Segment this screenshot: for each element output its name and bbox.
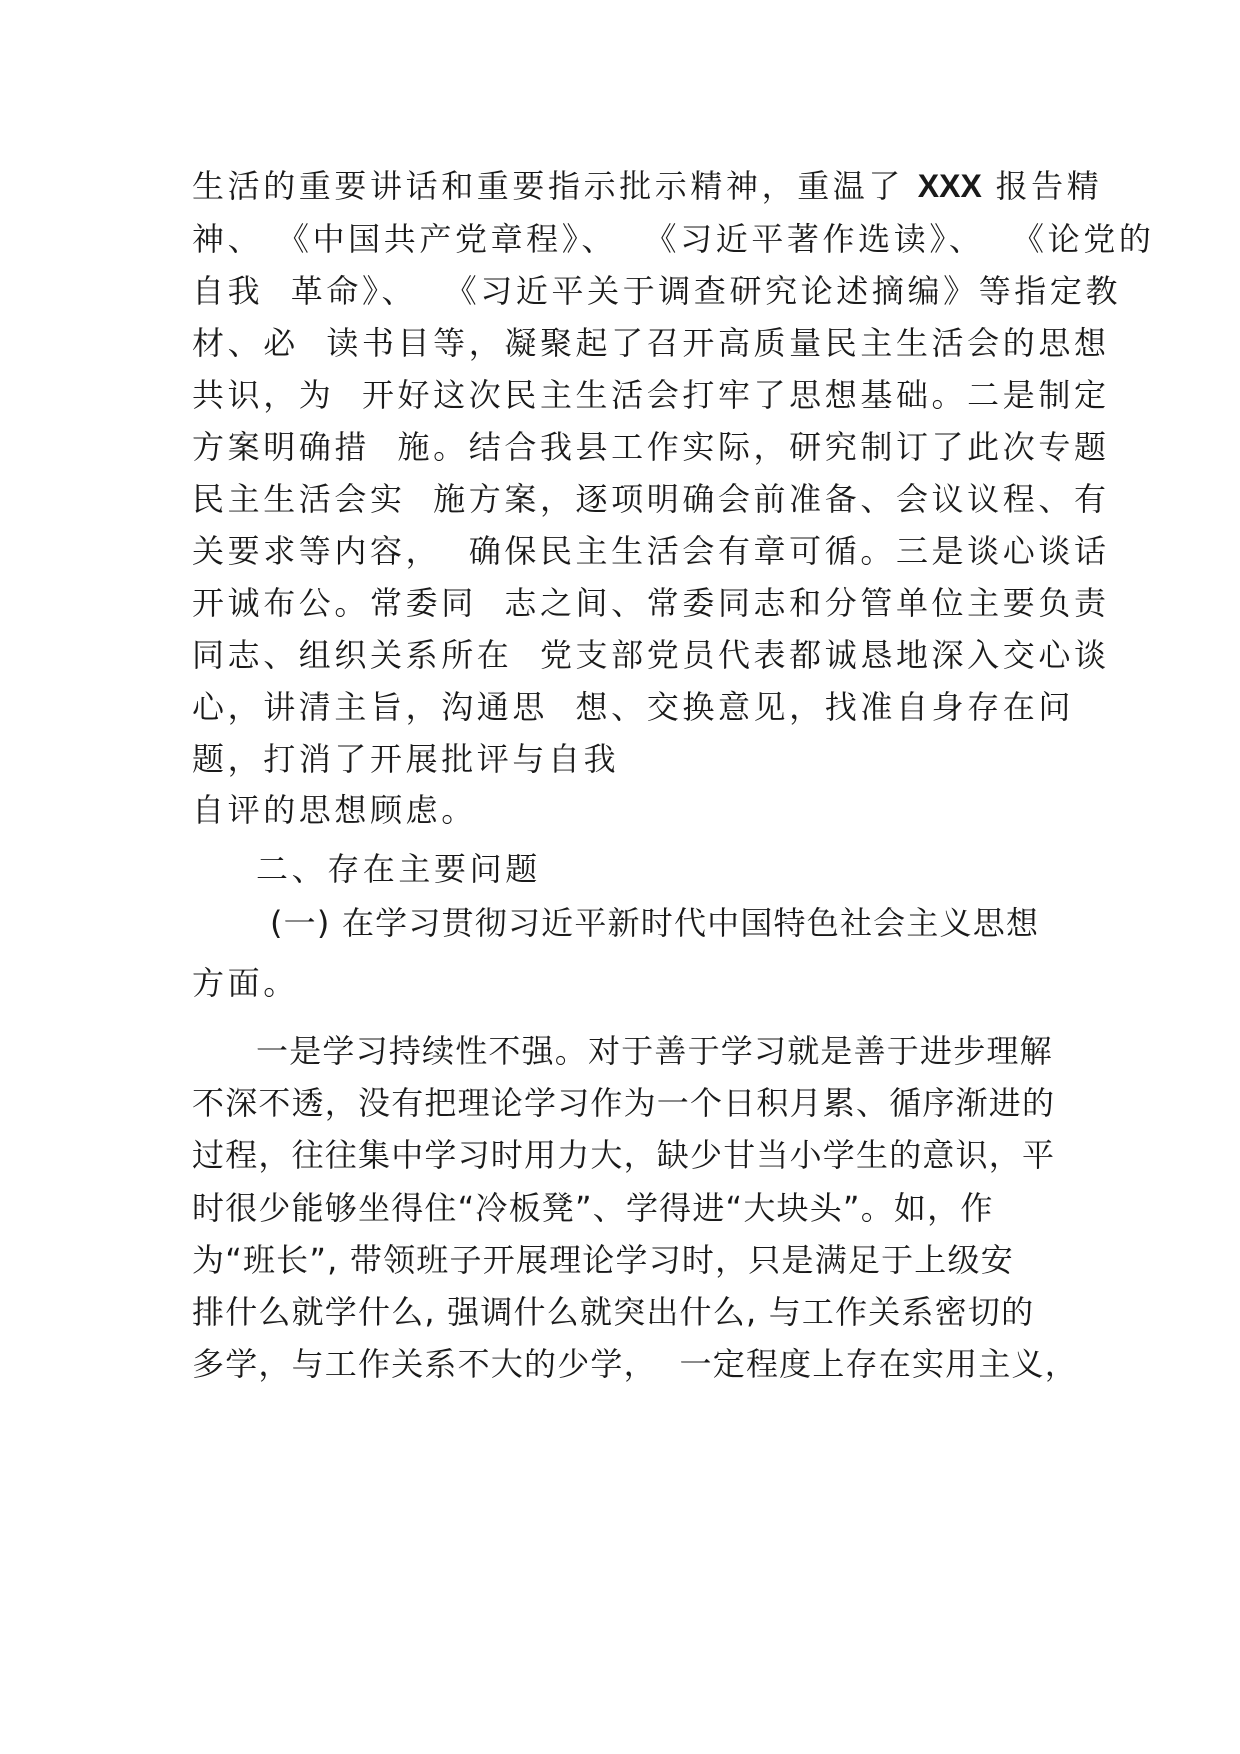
paragraph-line: 题，打消了开展批评与自我 [192,740,620,778]
paragraph-line: 开诚布公。常委同 志之间、常委同志和分管单位主要负责 [192,584,1110,622]
paragraph-line: 不深不透，没有把理论学习作为一个日积月累、循序渐进的 [192,1084,1056,1122]
paragraph-line: 心，讲清主旨，沟通思 想、交换意见，找准自身存在问 [192,688,1074,726]
paragraph-line: 多学，与工作关系不大的少学， 一定程度上存在实用主义， [192,1345,1078,1383]
paragraph-line [192,166,1102,206]
paragraph-line: 过程，往往集中学习时用力大，缺少甘当小学生的意识，平 [192,1136,1056,1174]
placeholder-xxx: XXX [917,168,982,204]
section-heading: 二、存在主要问题 [256,850,541,888]
text-run: 生活的重要讲话和重要指示批示精神，重温了 [192,167,918,205]
paragraph-line: 共识，为 开好这次民主生活会打牢了思想基础。二是制定 [192,376,1110,414]
paragraph-line: 为“班长”, 带领班子开展理论学习时，只是满足于上级安 [192,1241,1014,1279]
paragraph-line: 材、必 读书目等，凝聚起了召开高质量民主生活会的思想 [192,324,1110,362]
subsection-heading: (一) 在学习贯彻习近平新时代中国特色社会主义思想 [270,904,1040,942]
paragraph-line: 时很少能够坐得住“冷板凳”、学得进“大块头”。如，作 [192,1189,994,1227]
paragraph-line: 自我 革命》、 《习近平关于调查研究论述摘编》等指定教 [192,272,1122,310]
subsection-heading-cont: 方面。 [192,964,299,1002]
paragraph-line: 排什么就学什么, 强调什么就突出什么, 与工作关系密切的 [192,1293,1035,1331]
paragraph-line: 自评的思想顾虑。 [192,791,477,829]
paragraph-line: 一是学习持续性不强。对于善于学习就是善于进步理解 [256,1032,1053,1070]
paragraph-line: 民主生活会实 施方案，逐项明确会前准备、会议议程、有 [192,480,1110,518]
paragraph-line: 关要求等内容， 确保民主生活会有章可循。三是谈心谈话 [192,532,1110,570]
paragraph-line: 同志、组织关系所在 党支部党员代表都诚恳地深入交心谈 [192,636,1110,674]
paragraph-line: 神、 《中国共产党章程》、 《习近平著作选读》、 《论党的 [192,220,1155,258]
text-run: 报告精 [981,167,1103,205]
paragraph-line: 方案明确措 施。结合我县工作实际，研究制订了此次专题 [192,428,1110,466]
